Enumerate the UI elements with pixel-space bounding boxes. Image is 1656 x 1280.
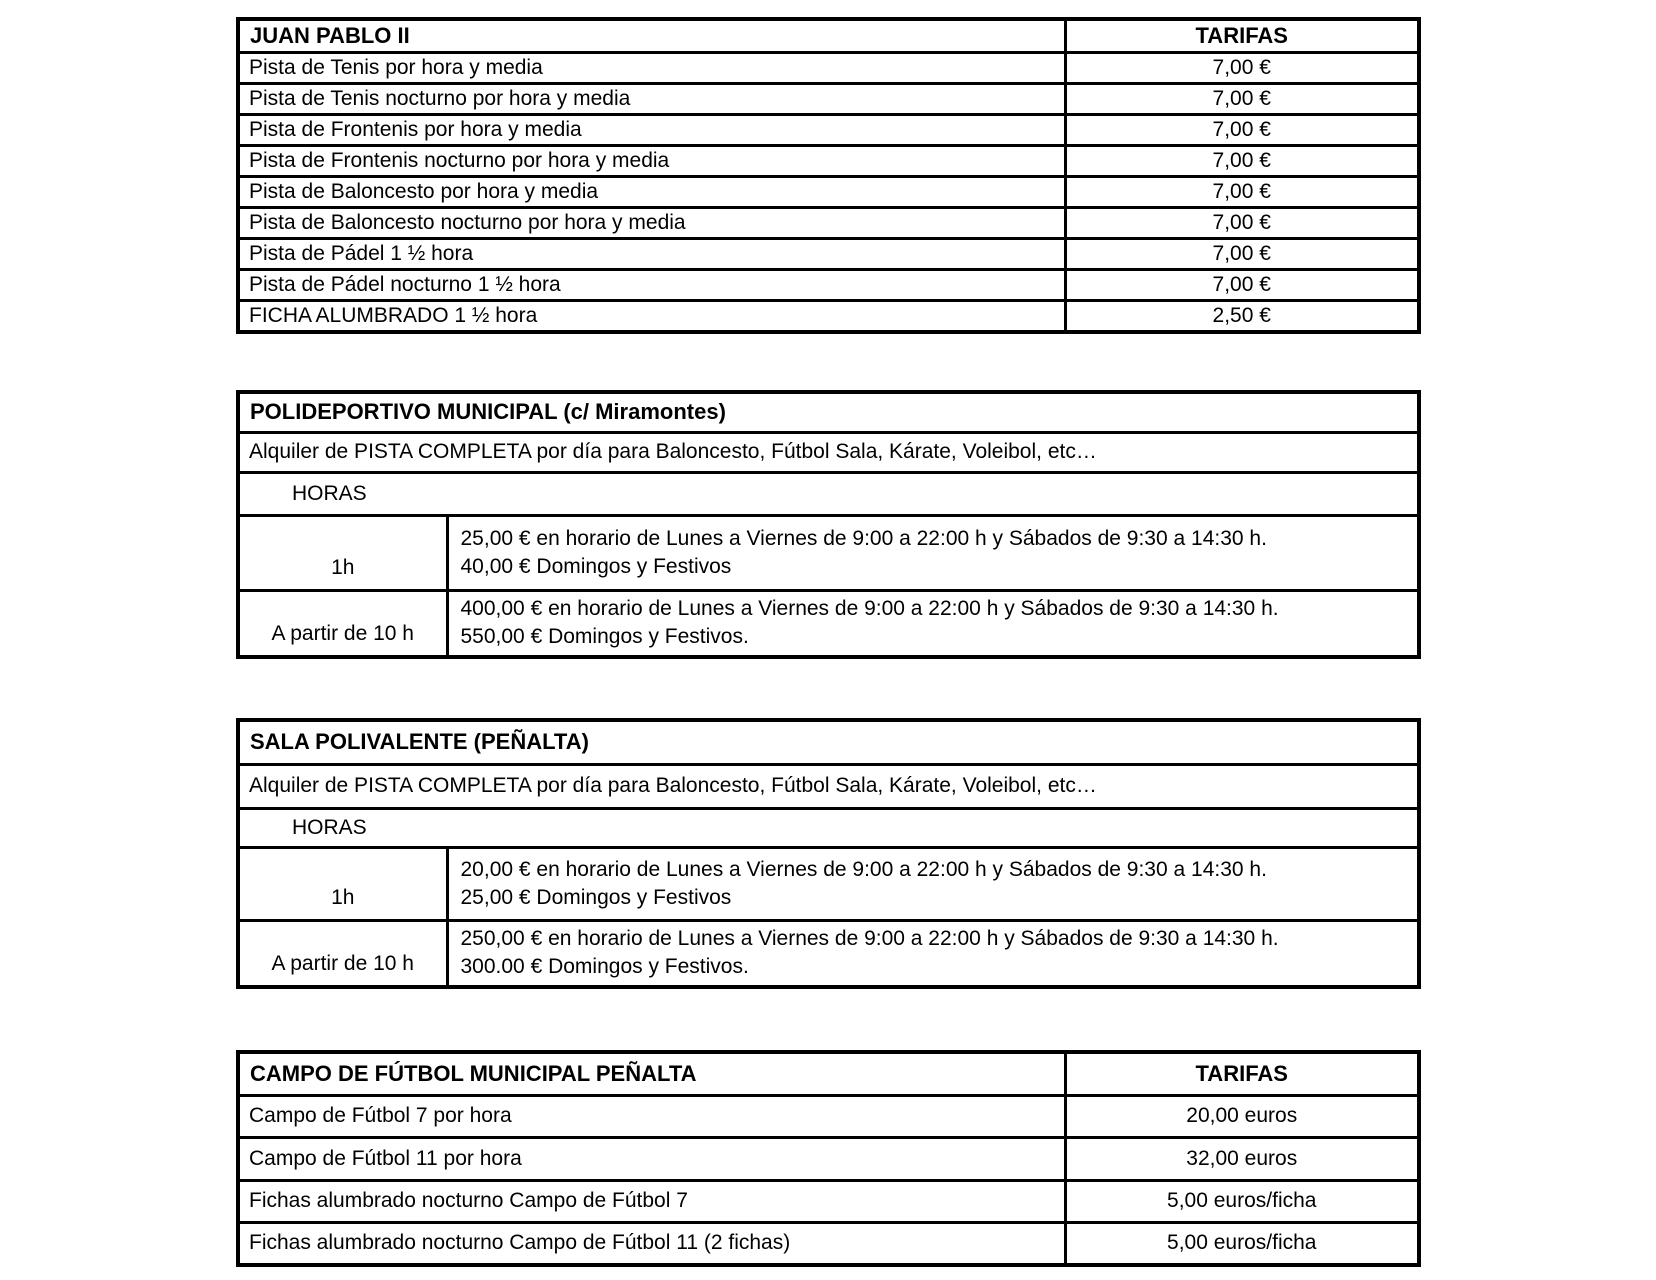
rate-line-2: 550,00 € Domingos y Festivos. [460,625,749,649]
service-label: Pista de Frontenis nocturno por hora y media [238,146,1065,177]
rate-line-1: 400,00 € en horario de Lunes a Viernes de 9:00 a 22:00 h y Sábados de 9:30 a 14:30 h. [460,597,1279,621]
rate-description [447,515,1419,590]
table-row [238,1095,1419,1137]
table-row [238,270,1419,301]
service-label: FICHA ALUMBRADO 1 ½ hora [238,301,1065,333]
table-title: JUAN PABLO II [238,19,1065,53]
hours-label: A partir de 10 h [238,590,447,657]
rate-description [447,590,1419,657]
hours-label: A partir de 10 h [238,920,447,987]
rate-line-1: 20,00 € en horario de Lunes a Viernes de 9:00 a 22:00 h y Sábados de 9:30 a 14:30 h. [460,857,1267,881]
tarifas-column-header: TARIFAS [1065,1052,1419,1095]
service-price: 7,00 € [1065,270,1419,301]
horas-header: HORAS [238,808,1419,847]
table-juan-pablo-ii [236,17,1421,334]
rate-line-1: 25,00 € en horario de Lunes a Viernes de 9:00 a 22:00 h y Sábados de 9:30 a 14:30 h. [460,526,1267,550]
service-price: 7,00 € [1065,84,1419,115]
table-header-row [238,392,1419,432]
hours-label: 1h [238,847,447,920]
table-header-row [238,720,1419,764]
service-price: 7,00 € [1065,208,1419,239]
service-label: Pista de Tenis por hora y media [238,53,1065,84]
table-row [238,115,1419,146]
rate-line-1: 250,00 € en horario de Lunes a Viernes de 9:00 a 22:00 h y Sábados de 9:30 a 14:30 h. [460,927,1279,951]
service-label: Pista de Frontenis por hora y media [238,115,1065,146]
table-campo-futbol [236,1050,1421,1267]
table-row [238,239,1419,270]
table-row [238,1137,1419,1180]
table-title: POLIDEPORTIVO MUNICIPAL (c/ Miramontes) [238,392,1419,432]
service-label: Pista de Pádel nocturno 1 ½ hora [238,270,1065,301]
table-title: SALA POLIVALENTE (PEÑALTA) [238,720,1419,764]
service-price: 2,50 € [1065,301,1419,333]
table-row [238,208,1419,239]
table-subtitle-row [238,764,1419,808]
table-row [238,920,1419,987]
table-title: CAMPO DE FÚTBOL MUNICIPAL PEÑALTA [238,1052,1065,1095]
service-label: Fichas alumbrado nocturno Campo de Fútbol 7 [238,1180,1065,1222]
horas-header: HORAS [238,472,1419,515]
rate-line-2: 25,00 € Domingos y Festivos [460,885,732,909]
table-row [238,146,1419,177]
table-row [238,84,1419,115]
table-row [238,515,1419,590]
table-row [238,590,1419,657]
tarifas-column-header: TARIFAS [1065,19,1419,53]
service-label: Pista de Baloncesto por hora y media [238,177,1065,208]
service-price: 7,00 € [1065,177,1419,208]
rental-description: Alquiler de PISTA COMPLETA por día para Baloncesto, Fútbol Sala, Kárate, Voleibol, etc… [238,432,1419,472]
service-price: 7,00 € [1065,53,1419,84]
table-subtitle-row [238,432,1419,472]
service-price: 5,00 euros/ficha [1065,1222,1419,1265]
table-row [238,177,1419,208]
service-price: 5,00 euros/ficha [1065,1180,1419,1222]
service-label: Campo de Fútbol 7 por hora [238,1095,1065,1137]
table-header-row [238,1052,1419,1095]
service-price: 20,00 euros [1065,1095,1419,1137]
service-price: 32,00 euros [1065,1137,1419,1180]
table-row [238,847,1419,920]
table-polideportivo-municipal [236,390,1421,659]
service-label: Pista de Baloncesto nocturno por hora y media [238,208,1065,239]
table-row [238,301,1419,333]
service-label: Pista de Tenis nocturno por hora y media [238,84,1065,115]
service-price: 7,00 € [1065,239,1419,270]
rate-description [447,920,1419,987]
service-label: Campo de Fútbol 11 por hora [238,1137,1065,1180]
horas-header-row [238,808,1419,847]
table-row [238,53,1419,84]
rate-line-2: 40,00 € Domingos y Festivos [460,554,732,578]
horas-header-row [238,472,1419,515]
table-row [238,1222,1419,1265]
hours-label: 1h [238,515,447,590]
service-label: Fichas alumbrado nocturno Campo de Fútbol 11 (2 fichas) [238,1222,1065,1265]
rate-description [447,847,1419,920]
service-label: Pista de Pádel 1 ½ hora [238,239,1065,270]
table-sala-polivalente [236,718,1421,989]
rental-description: Alquiler de PISTA COMPLETA por día para Baloncesto, Fútbol Sala, Kárate, Voleibol, etc… [238,764,1419,808]
service-price: 7,00 € [1065,115,1419,146]
service-price: 7,00 € [1065,146,1419,177]
rate-line-2: 300.00 € Domingos y Festivos. [460,955,749,979]
table-header-row [238,19,1419,53]
table-row [238,1180,1419,1222]
